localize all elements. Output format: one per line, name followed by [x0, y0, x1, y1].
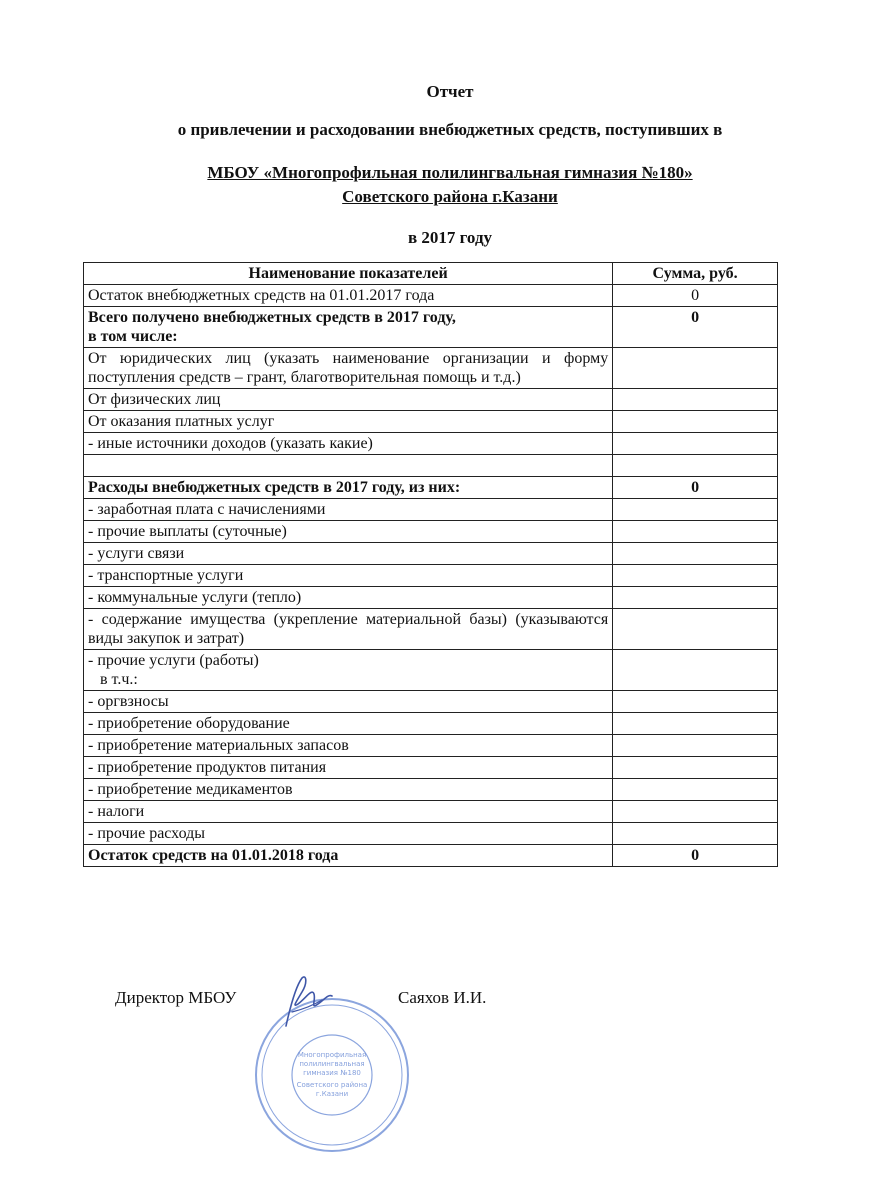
report-title: Отчет [426, 82, 474, 101]
table-header-row [84, 263, 778, 285]
row-sum: 0 [613, 845, 778, 867]
row-label-line1: - прочие услуги (работы) [88, 652, 259, 669]
table-row [84, 650, 778, 691]
table-row [84, 389, 778, 411]
row-label: От физических лиц [84, 389, 613, 411]
row-label: От оказания платных услуг [84, 411, 613, 433]
row-label: - заработная плата с начислениями [84, 499, 613, 521]
signatory-name: Саяхов И.И. [398, 988, 487, 1007]
row-label: - приобретение оборудование [84, 713, 613, 735]
table-row [84, 307, 778, 348]
row-label: - коммунальные услуги (тепло) [84, 587, 613, 609]
table-row [84, 477, 778, 499]
row-sum [613, 521, 778, 543]
row-label: - приобретение продуктов питания [84, 757, 613, 779]
row-label: От юридических лиц (указать наименование организации и форму поступления средств – грант, благотворительная помощь и т.д.) [84, 348, 613, 389]
table-row [84, 609, 778, 650]
report-subtitle: о привлечении и расходовании внебюджетных средств, поступивших в [177, 120, 723, 139]
row-sum [613, 389, 778, 411]
table-row [84, 433, 778, 455]
table-row [84, 691, 778, 713]
table-row [84, 521, 778, 543]
row-sum: 0 [613, 477, 778, 499]
row-label: - прочие расходы [84, 823, 613, 845]
stamp-text-3: гимназия №180 [303, 1069, 361, 1077]
row-sum [613, 713, 778, 735]
row-label: Остаток средств на 01.01.2018 года [84, 845, 613, 867]
stamp-text-4: Советского района [296, 1081, 368, 1089]
row-sum [613, 411, 778, 433]
row-label: Остаток внебюджетных средств на 01.01.2017 года [84, 285, 613, 307]
row-sum [613, 609, 778, 650]
stamp-text-1: Многопрофильная [297, 1051, 367, 1059]
row-label-line1: Всего получено внебюджетных средств в 2017 году, [88, 309, 456, 326]
row-sum [613, 801, 778, 823]
stamp-text-2: полилингвальная [299, 1060, 365, 1068]
table-row [84, 499, 778, 521]
row-label [84, 307, 613, 348]
row-label: - прочие выплаты (суточные) [84, 521, 613, 543]
row-sum [613, 779, 778, 801]
row-sum: 0 [613, 307, 778, 348]
row-sum [613, 543, 778, 565]
table-row [84, 565, 778, 587]
row-label: - содержание имущества (укрепление материальной базы) (указываются виды закупок и затрат) [84, 609, 613, 650]
row-label: - приобретение медикаментов [84, 779, 613, 801]
column-header-sum: Сумма, руб. [613, 263, 778, 285]
row-label: - оргвзносы [84, 691, 613, 713]
signatory-position: Директор МБОУ [115, 988, 237, 1007]
handwritten-signature [272, 968, 342, 1038]
row-sum [613, 823, 778, 845]
row-sum [613, 348, 778, 389]
row-label: - приобретение материальных запасов [84, 735, 613, 757]
row-label [84, 650, 613, 691]
row-label-line2: в том числе: [88, 328, 178, 345]
table-row [84, 757, 778, 779]
row-label: Расходы внебюджетных средств в 2017 году, из них: [84, 477, 613, 499]
report-year: в 2017 году [407, 228, 493, 247]
table-row [84, 735, 778, 757]
row-label: - налоги [84, 801, 613, 823]
table-row [84, 543, 778, 565]
row-sum [613, 433, 778, 455]
table-row [84, 411, 778, 433]
row-sum [613, 455, 778, 477]
row-label: - транспортные услуги [84, 565, 613, 587]
row-sum [613, 565, 778, 587]
row-sum [613, 587, 778, 609]
column-header-name: Наименование показателей [84, 263, 613, 285]
row-label-line2: в т.ч.: [100, 671, 138, 688]
table-row [84, 801, 778, 823]
district-name: Советского района г.Казани [342, 187, 558, 206]
table-row [84, 845, 778, 867]
row-sum [613, 650, 778, 691]
table-row [84, 779, 778, 801]
row-sum [613, 691, 778, 713]
report-table [83, 262, 778, 867]
row-label: - иные источники доходов (указать какие) [84, 433, 613, 455]
row-label: - услуги связи [84, 543, 613, 565]
row-sum [613, 757, 778, 779]
row-sum: 0 [613, 285, 778, 307]
table-row [84, 348, 778, 389]
table-row [84, 587, 778, 609]
table-row [84, 713, 778, 735]
stamp-text-5: г.Казани [315, 1090, 349, 1098]
row-label [84, 455, 613, 477]
school-name: МБОУ «Многопрофильная полилингвальная гимназия №180» [207, 163, 693, 182]
table-row [84, 285, 778, 307]
table-row [84, 823, 778, 845]
row-sum [613, 735, 778, 757]
row-sum [613, 499, 778, 521]
table-row-empty [84, 455, 778, 477]
